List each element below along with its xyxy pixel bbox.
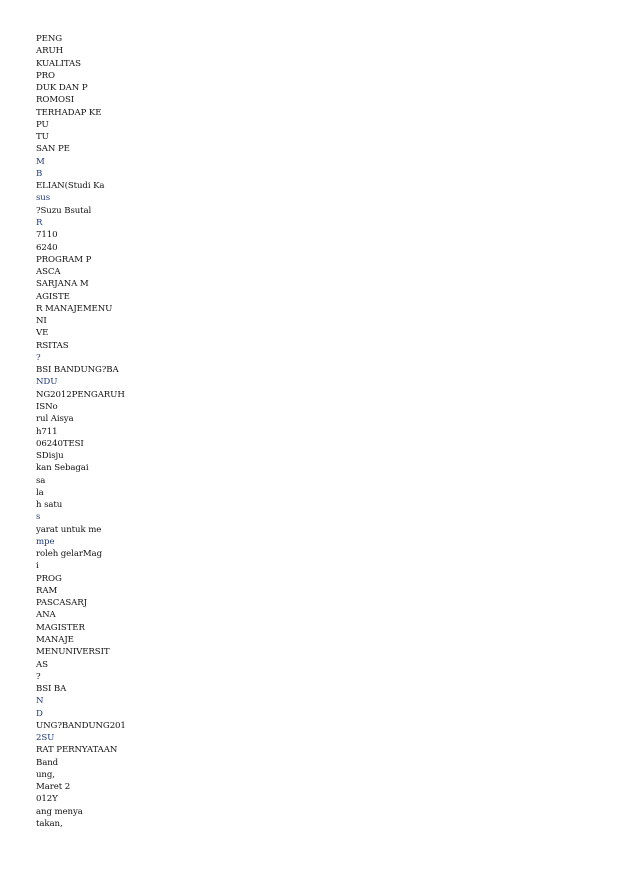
text-line: MAGISTER xyxy=(36,622,85,633)
text-line: PU xyxy=(36,119,49,130)
text-line: ISNo xyxy=(36,401,58,412)
text-line: DUK DAN P xyxy=(36,83,88,94)
text-line: ELIAN(Studi Ka xyxy=(36,181,105,192)
text-line: MANAJE xyxy=(36,635,74,646)
text-line: SARJANA M xyxy=(36,279,89,290)
text-line: ung, xyxy=(36,769,55,780)
text-line: Band xyxy=(36,757,59,768)
text-line: D xyxy=(36,708,43,719)
text-line: PROG xyxy=(36,573,62,584)
text-line: KUALITAS xyxy=(36,58,81,69)
text-line: AGISTE xyxy=(36,291,70,302)
text-line: sa xyxy=(36,475,46,486)
text-line: VE xyxy=(36,328,49,339)
text-line: TERHADAP KE xyxy=(36,107,102,118)
text-line: PROGRAM P xyxy=(36,254,92,265)
text-line: M xyxy=(36,156,45,167)
text-line: ANA xyxy=(36,610,56,621)
text-line: NDU xyxy=(36,377,58,388)
text-line: roleh gelarMag xyxy=(36,549,102,560)
text-line: MENUNIVERSIT xyxy=(36,647,110,658)
text-line: 2SU xyxy=(36,733,55,744)
text-line: SDisju xyxy=(36,451,64,462)
text-line: RAT PERNYATAAN xyxy=(36,745,118,756)
text-line: takan, xyxy=(36,819,63,829)
text-line: BSI BA xyxy=(36,684,67,695)
text-line: sus xyxy=(36,193,51,204)
text-line: B xyxy=(36,168,43,179)
text-line: R MANAJEMENU xyxy=(36,303,113,314)
text-line: h satu xyxy=(36,500,63,511)
text-line: ASCA xyxy=(36,267,61,278)
text-line: SAN PE xyxy=(36,144,70,155)
text-line: ? xyxy=(36,671,41,682)
text-line: mpe xyxy=(36,536,55,547)
text-line: 012Y xyxy=(36,794,58,805)
text-line: ang menya xyxy=(36,806,83,817)
text-line: N xyxy=(36,696,44,707)
text-line: s xyxy=(36,512,41,523)
document-text-lines xyxy=(36,33,576,830)
text-line: ARUH xyxy=(36,46,64,57)
text-line: BSI BANDUNG?BA xyxy=(36,365,119,376)
text-line: PASCASARJ xyxy=(36,598,87,609)
text-line: kan Sebagai xyxy=(36,463,89,474)
text-line: 7110 xyxy=(36,230,58,241)
text-line: TU xyxy=(36,132,49,143)
text-line: R xyxy=(36,217,43,228)
text-line: PENG xyxy=(36,34,63,44)
text-line: i xyxy=(36,561,39,572)
text-line: 6240 xyxy=(36,242,58,253)
text-line: RSITAS xyxy=(36,340,69,351)
text-line: ? xyxy=(36,352,41,363)
text-line: rul Aisya xyxy=(36,414,74,425)
text-line: UNG?BANDUNG201 xyxy=(36,720,126,731)
text-line: h711 xyxy=(36,426,58,437)
text-line: NG2012PENGARUH xyxy=(36,389,125,400)
text-line: yarat untuk me xyxy=(36,524,102,535)
text-line: AS xyxy=(36,659,48,670)
text-line: la xyxy=(36,487,44,498)
text-line: NI xyxy=(36,316,47,327)
text-line: ROMOSI xyxy=(36,95,75,106)
text-line: 06240TESI xyxy=(36,438,84,449)
text-line: PRO xyxy=(36,70,55,81)
text-line: Maret 2 xyxy=(36,782,71,793)
text-line: RAM xyxy=(36,585,58,596)
text-line: ?Suzu Bsutal xyxy=(36,205,92,216)
